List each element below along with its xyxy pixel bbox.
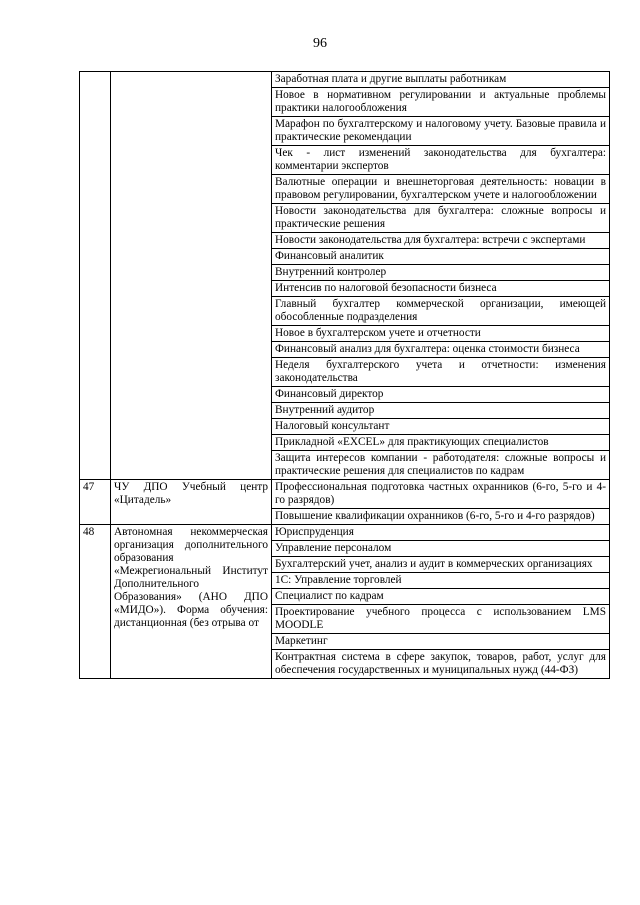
organizations-table	[79, 71, 610, 679]
program-cell: Интенсив по налоговой безопасности бизнеса	[272, 281, 610, 297]
program-cell: 1С: Управление торговлей	[272, 573, 610, 589]
program-cell: Контрактная система в сфере закупок, товаров, работ, услуг для обеспечения государственных и муниципальных нужд (44-ФЗ)	[272, 650, 610, 679]
program-cell: Чек - лист изменений законодательства для бухгалтера: комментарии экспертов	[272, 146, 610, 175]
program-cell: Финансовый директор	[272, 387, 610, 403]
row-number-cell: 48	[80, 525, 111, 679]
organization-cell	[111, 72, 272, 480]
program-cell: Заработная плата и другие выплаты работникам	[272, 72, 610, 88]
program-cell: Профессиональная подготовка частных охранников (6-го, 5-го и 4-го разрядов)	[272, 480, 610, 509]
program-cell: Повышение квалификации охранников (6-го, 5-го и 4-го разрядов)	[272, 509, 610, 525]
page-number: 96	[313, 36, 327, 51]
program-cell: Финансовый анализ для бухгалтера: оценка стоимости бизнеса	[272, 342, 610, 358]
program-cell: Прикладной «EXCEL» для практикующих специалистов	[272, 435, 610, 451]
program-cell: Специалист по кадрам	[272, 589, 610, 605]
program-cell: Главный бухгалтер коммерческой организации, имеющей обособленные подразделения	[272, 297, 610, 326]
organization-cell: Автономная некоммерческая организация дополнительного образования «Межрегиональный Институт Дополнительного Образования» (АНО ДПО «МИДО»). Форма обучения: дистанционная (без отрыва от	[111, 525, 272, 679]
program-cell: Новое в нормативном регулировании и актуальные проблемы практики налогообложения	[272, 88, 610, 117]
program-cell: Маркетинг	[272, 634, 610, 650]
program-cell: Юриспруденция	[272, 525, 610, 541]
program-cell: Управление персоналом	[272, 541, 610, 557]
program-cell: Проектирование учебного процесса с использованием LMS MOODLE	[272, 605, 610, 634]
program-cell: Внутренний аудитор	[272, 403, 610, 419]
program-cell: Новости законодательства для бухгалтера: сложные вопросы и практические решения	[272, 204, 610, 233]
program-cell: Неделя бухгалтерского учета и отчетности: изменения законодательства	[272, 358, 610, 387]
program-cell: Новое в бухгалтерском учете и отчетности	[272, 326, 610, 342]
table-row	[80, 480, 610, 509]
table-row	[80, 525, 610, 541]
table-row	[80, 72, 610, 88]
row-number-cell	[80, 72, 111, 480]
program-cell: Налоговый консультант	[272, 419, 610, 435]
row-number-cell: 47	[80, 480, 111, 525]
organization-cell: ЧУ ДПО Учебный центр «Цитадель»	[111, 480, 272, 525]
program-cell: Защита интересов компании - работодателя: сложные вопросы и практические решения для специалистов по кадрам	[272, 451, 610, 480]
program-cell: Марафон по бухгалтерскому и налоговому учету. Базовые правила и практические рекомендации	[272, 117, 610, 146]
program-cell: Валютные операции и внешнеторговая деятельность: новации в правовом регулировании, бухгалтерском учете и налогообложении	[272, 175, 610, 204]
program-cell: Финансовый аналитик	[272, 249, 610, 265]
program-cell: Новости законодательства для бухгалтера: встречи с экспертами	[272, 233, 610, 249]
program-cell: Бухгалтерский учет, анализ и аудит в коммерческих организациях	[272, 557, 610, 573]
program-cell: Внутренний контролер	[272, 265, 610, 281]
